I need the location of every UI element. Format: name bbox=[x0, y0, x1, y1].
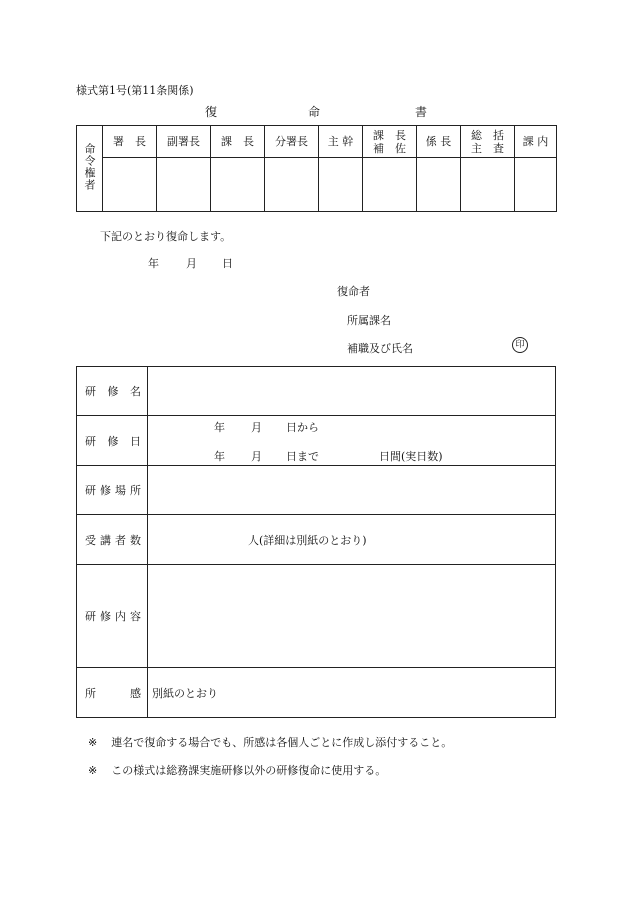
stamp-box[interactable] bbox=[319, 158, 363, 212]
stamp-box[interactable] bbox=[103, 158, 157, 212]
note-mark: ※ bbox=[88, 764, 98, 777]
approval-header: 署 長 bbox=[103, 126, 157, 158]
note-1 bbox=[88, 734, 452, 750]
training-name-field[interactable] bbox=[148, 367, 556, 416]
stamp-box[interactable] bbox=[157, 158, 211, 212]
department-label: 所属課名 bbox=[347, 314, 391, 327]
training-place-label: 研修場所 bbox=[77, 466, 148, 515]
training-name-label: 研 修 名 bbox=[77, 367, 148, 416]
training-content-field[interactable] bbox=[148, 565, 556, 668]
date-month: 月 bbox=[186, 257, 197, 270]
position-name-label: 補職及び氏名 bbox=[347, 342, 413, 355]
approval-header: 総 括 主 査 bbox=[461, 126, 515, 158]
date-day: 日 bbox=[222, 257, 233, 270]
approval-table bbox=[76, 125, 557, 212]
from-day: 日から bbox=[286, 421, 319, 434]
note-text: この様式は総務課実施研修以外の研修復命に使用する。 bbox=[111, 764, 387, 777]
approval-header: 課 長 bbox=[211, 126, 265, 158]
approval-header: 副署長 bbox=[157, 126, 211, 158]
training-report-table bbox=[76, 366, 556, 718]
to-month: 月 bbox=[251, 450, 262, 463]
from-year: 年 bbox=[214, 421, 225, 434]
note-2 bbox=[88, 762, 386, 778]
approval-header: 係 長 bbox=[417, 126, 461, 158]
intro-text: 下記のとおり復命します。 bbox=[100, 230, 232, 243]
date-year: 年 bbox=[148, 257, 159, 270]
attendees-label: 受講者数 bbox=[77, 515, 148, 565]
seal-mark: 印 bbox=[512, 337, 528, 353]
approver-side-label-cell bbox=[77, 126, 103, 212]
stamp-box[interactable] bbox=[211, 158, 265, 212]
training-place-field[interactable] bbox=[148, 466, 556, 515]
impressions-label: 所 感 bbox=[77, 668, 148, 718]
note-text: 連名で復命する場合でも、所感は各個人ごとに作成し添付すること。 bbox=[111, 736, 453, 749]
stamp-box[interactable] bbox=[417, 158, 461, 212]
training-content-label: 研修内容 bbox=[77, 565, 148, 668]
title-char-2: 命 bbox=[308, 105, 321, 119]
stamp-box[interactable] bbox=[265, 158, 319, 212]
days-count-label: 日間(実日数) bbox=[379, 450, 443, 463]
reporter-label: 復命者 bbox=[337, 285, 370, 298]
approval-header: 課 長 補 佐 bbox=[363, 126, 417, 158]
impressions-value: 別紙のとおり bbox=[152, 686, 218, 700]
note-mark: ※ bbox=[88, 736, 98, 749]
to-year: 年 bbox=[214, 450, 225, 463]
title-char-1: 復 bbox=[205, 105, 218, 119]
approval-header: 課 内 bbox=[515, 126, 557, 158]
approval-header: 分署長 bbox=[265, 126, 319, 158]
approver-side-label: 命令権者 bbox=[83, 143, 96, 191]
to-day: 日まで bbox=[286, 450, 319, 463]
stamp-box[interactable] bbox=[363, 158, 417, 212]
attendees-value: 人(詳細は別紙のとおり) bbox=[248, 533, 367, 547]
title-char-3: 書 bbox=[415, 105, 428, 119]
training-date-label: 研 修 日 bbox=[77, 416, 148, 466]
stamp-box[interactable] bbox=[461, 158, 515, 212]
form-number: 様式第1号(第11条関係) bbox=[76, 84, 194, 97]
stamp-box[interactable] bbox=[515, 158, 557, 212]
training-date-field[interactable] bbox=[148, 416, 556, 466]
from-month: 月 bbox=[251, 421, 262, 434]
attendees-field[interactable] bbox=[148, 515, 556, 565]
impressions-field[interactable] bbox=[148, 668, 556, 718]
approval-header: 主 幹 bbox=[319, 126, 363, 158]
